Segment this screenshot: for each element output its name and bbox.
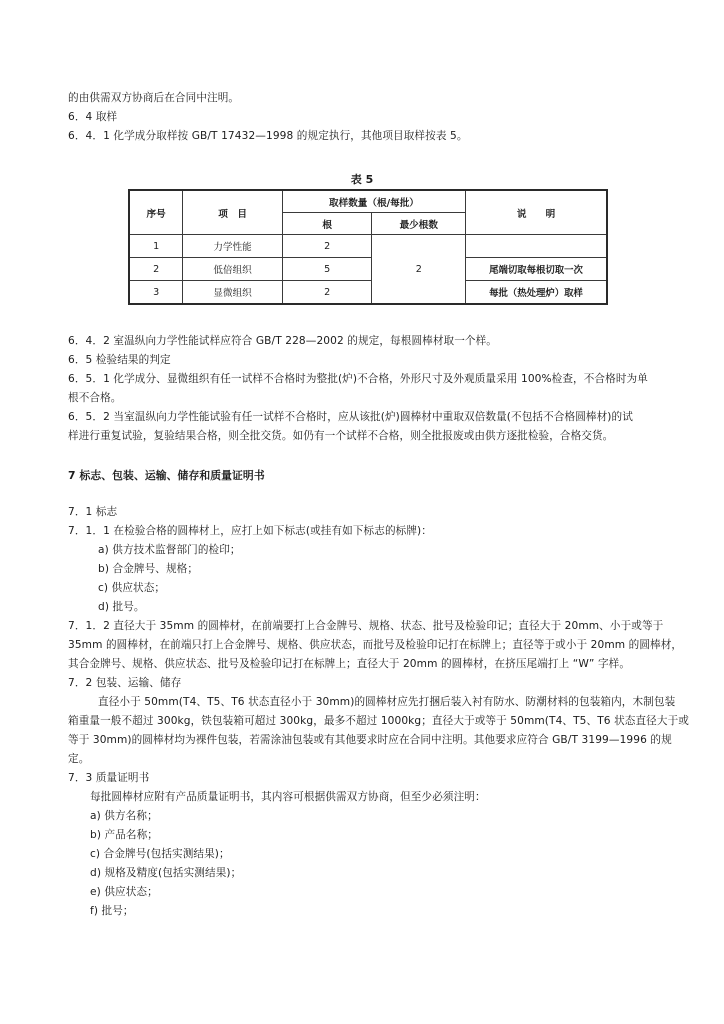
header-sample-qty: 取样数量（根/每批） [282,190,465,213]
cell-min-roots: 2 [372,235,466,305]
list-item: b) 产品名称； [90,829,158,841]
text-line: 直径小于 50mm(T4、T5、T6 状态直径小于 30mm)的圆棒材应先打捆后装入衬有防水、防潮材料的包装箱内，木制包装 [98,696,676,708]
text-line: 7．1．1 在检验合格的圆棒材上，应打上如下标志(或挂有如下标志的标牌)： [68,525,432,537]
text-line: 6．5．1 化学成分、显微组织有任一试样不合格时为整批(炉)不合格，外形尺寸及外观质量采用 100%检查，不合格时为单 [68,373,648,385]
list-item: d) 批号。 [98,601,145,613]
text-line: 样进行重复试验，复验结果合格，则全批交货。如仍有一个试样不合格，则全批报废或由供方逐批检验，合格交货。 [68,430,614,442]
cell-note: 尾端切取每根切取一次 [466,258,607,281]
header-seq: 序号 [129,190,183,235]
text-line: 的由供需双方协商后在合同中注明。 [68,92,240,104]
table-row [129,281,607,305]
section-heading-7-1: 7．1 标志 [68,506,118,518]
list-item: c) 供应状态； [98,582,166,594]
text-line: 定。 [68,753,90,765]
cell-root: 2 [282,235,372,258]
cell-seq: 3 [129,281,183,305]
cell-note [466,235,607,258]
text-line: 每批圆棒材应附有产品质量证明书，其内容可根据供需双方协商，但至少必须注明： [90,791,486,803]
list-item: b) 合金牌号、规格； [98,563,199,575]
header-item: 项 目 [183,190,283,235]
text-line: 等于 30mm)的圆棒材均为裸件包装，若需涂油包装或有其他要求时应在合同中注明。其他要求应符合 GB/T 3199—1996 的规 [68,734,672,746]
header-min-roots: 最少根数 [372,213,466,235]
cell-item: 力学性能 [183,235,283,258]
table-header-row [129,190,607,213]
cell-seq: 1 [129,235,183,258]
text-line: 6．4．2 室温纵向力学性能试样应符合 GB/T 228—2002 的规定，每根圆棒材取一个样。 [68,335,497,347]
cell-seq: 2 [129,258,183,281]
list-item: e) 供应状态； [90,886,158,898]
list-item: c) 合金牌号(包括实测结果)； [90,848,230,860]
text-line: 箱重量一般不超过 300kg，铁包装箱可超过 300kg，最多不超过 1000kg；直径大于或等于 50mm(T4、T5、T6 状态直径大于或 [68,715,689,727]
cell-note: 每批（热处理炉）取样 [466,281,607,305]
section-heading-6-4: 6．4 取样 [68,111,118,123]
section-heading-6-5: 6．5 检验结果的判定 [68,354,171,366]
table-caption: 表 5 [350,173,374,186]
table-row [129,235,607,258]
list-item: a) 供方技术监督部门的检印； [98,544,241,556]
list-item: d) 规格及精度(包括实测结果)； [90,867,242,879]
table-row [129,258,607,281]
header-note: 说 明 [466,190,607,235]
cell-root: 5 [282,258,372,281]
text-line: 7．1．2 直径大于 35mm 的圆棒材，在前端要打上合金牌号、规格、状态、批号及检验印记；直径大于 20mm、小于或等于 [68,620,664,632]
text-line: 6．5．2 当室温纵向力学性能试验有任一试样不合格时，应从该批(炉)圆棒材中重取双倍数量(不包括不合格圆棒材)的试 [68,411,633,423]
text-line: 35mm 的圆棒材，在前端只打上合金牌号、规格、供应状态，而批号及检验印记打在标牌上；直径等于或小于 20mm 的圆棒材， [68,639,683,651]
header-root: 根 [282,213,372,235]
section-heading-7-3: 7．3 质量证明书 [68,772,150,784]
cell-root: 2 [282,281,372,305]
text-line: 其合金牌号、规格、供应状态、批号及检验印记打在标牌上；直径大于 20mm 的圆棒材，在挤压尾端打上 “W” 字样。 [68,658,631,670]
list-item: f) 批号； [90,905,134,917]
section-title-7: 7 标志、包装、运输、储存和质量证明书 [68,469,265,482]
sampling-table [128,189,608,305]
cell-item: 低倍组织 [183,258,283,281]
text-line: 根不合格。 [68,392,122,404]
text-line: 6．4．1 化学成分取样按 GB/T 17432—1998 的规定执行，其他项目取样按表 5。 [68,130,468,142]
cell-item: 显微组织 [183,281,283,305]
section-heading-7-2: 7．2 包装、运输、储存 [68,677,182,689]
list-item: a) 供方名称； [90,810,158,822]
